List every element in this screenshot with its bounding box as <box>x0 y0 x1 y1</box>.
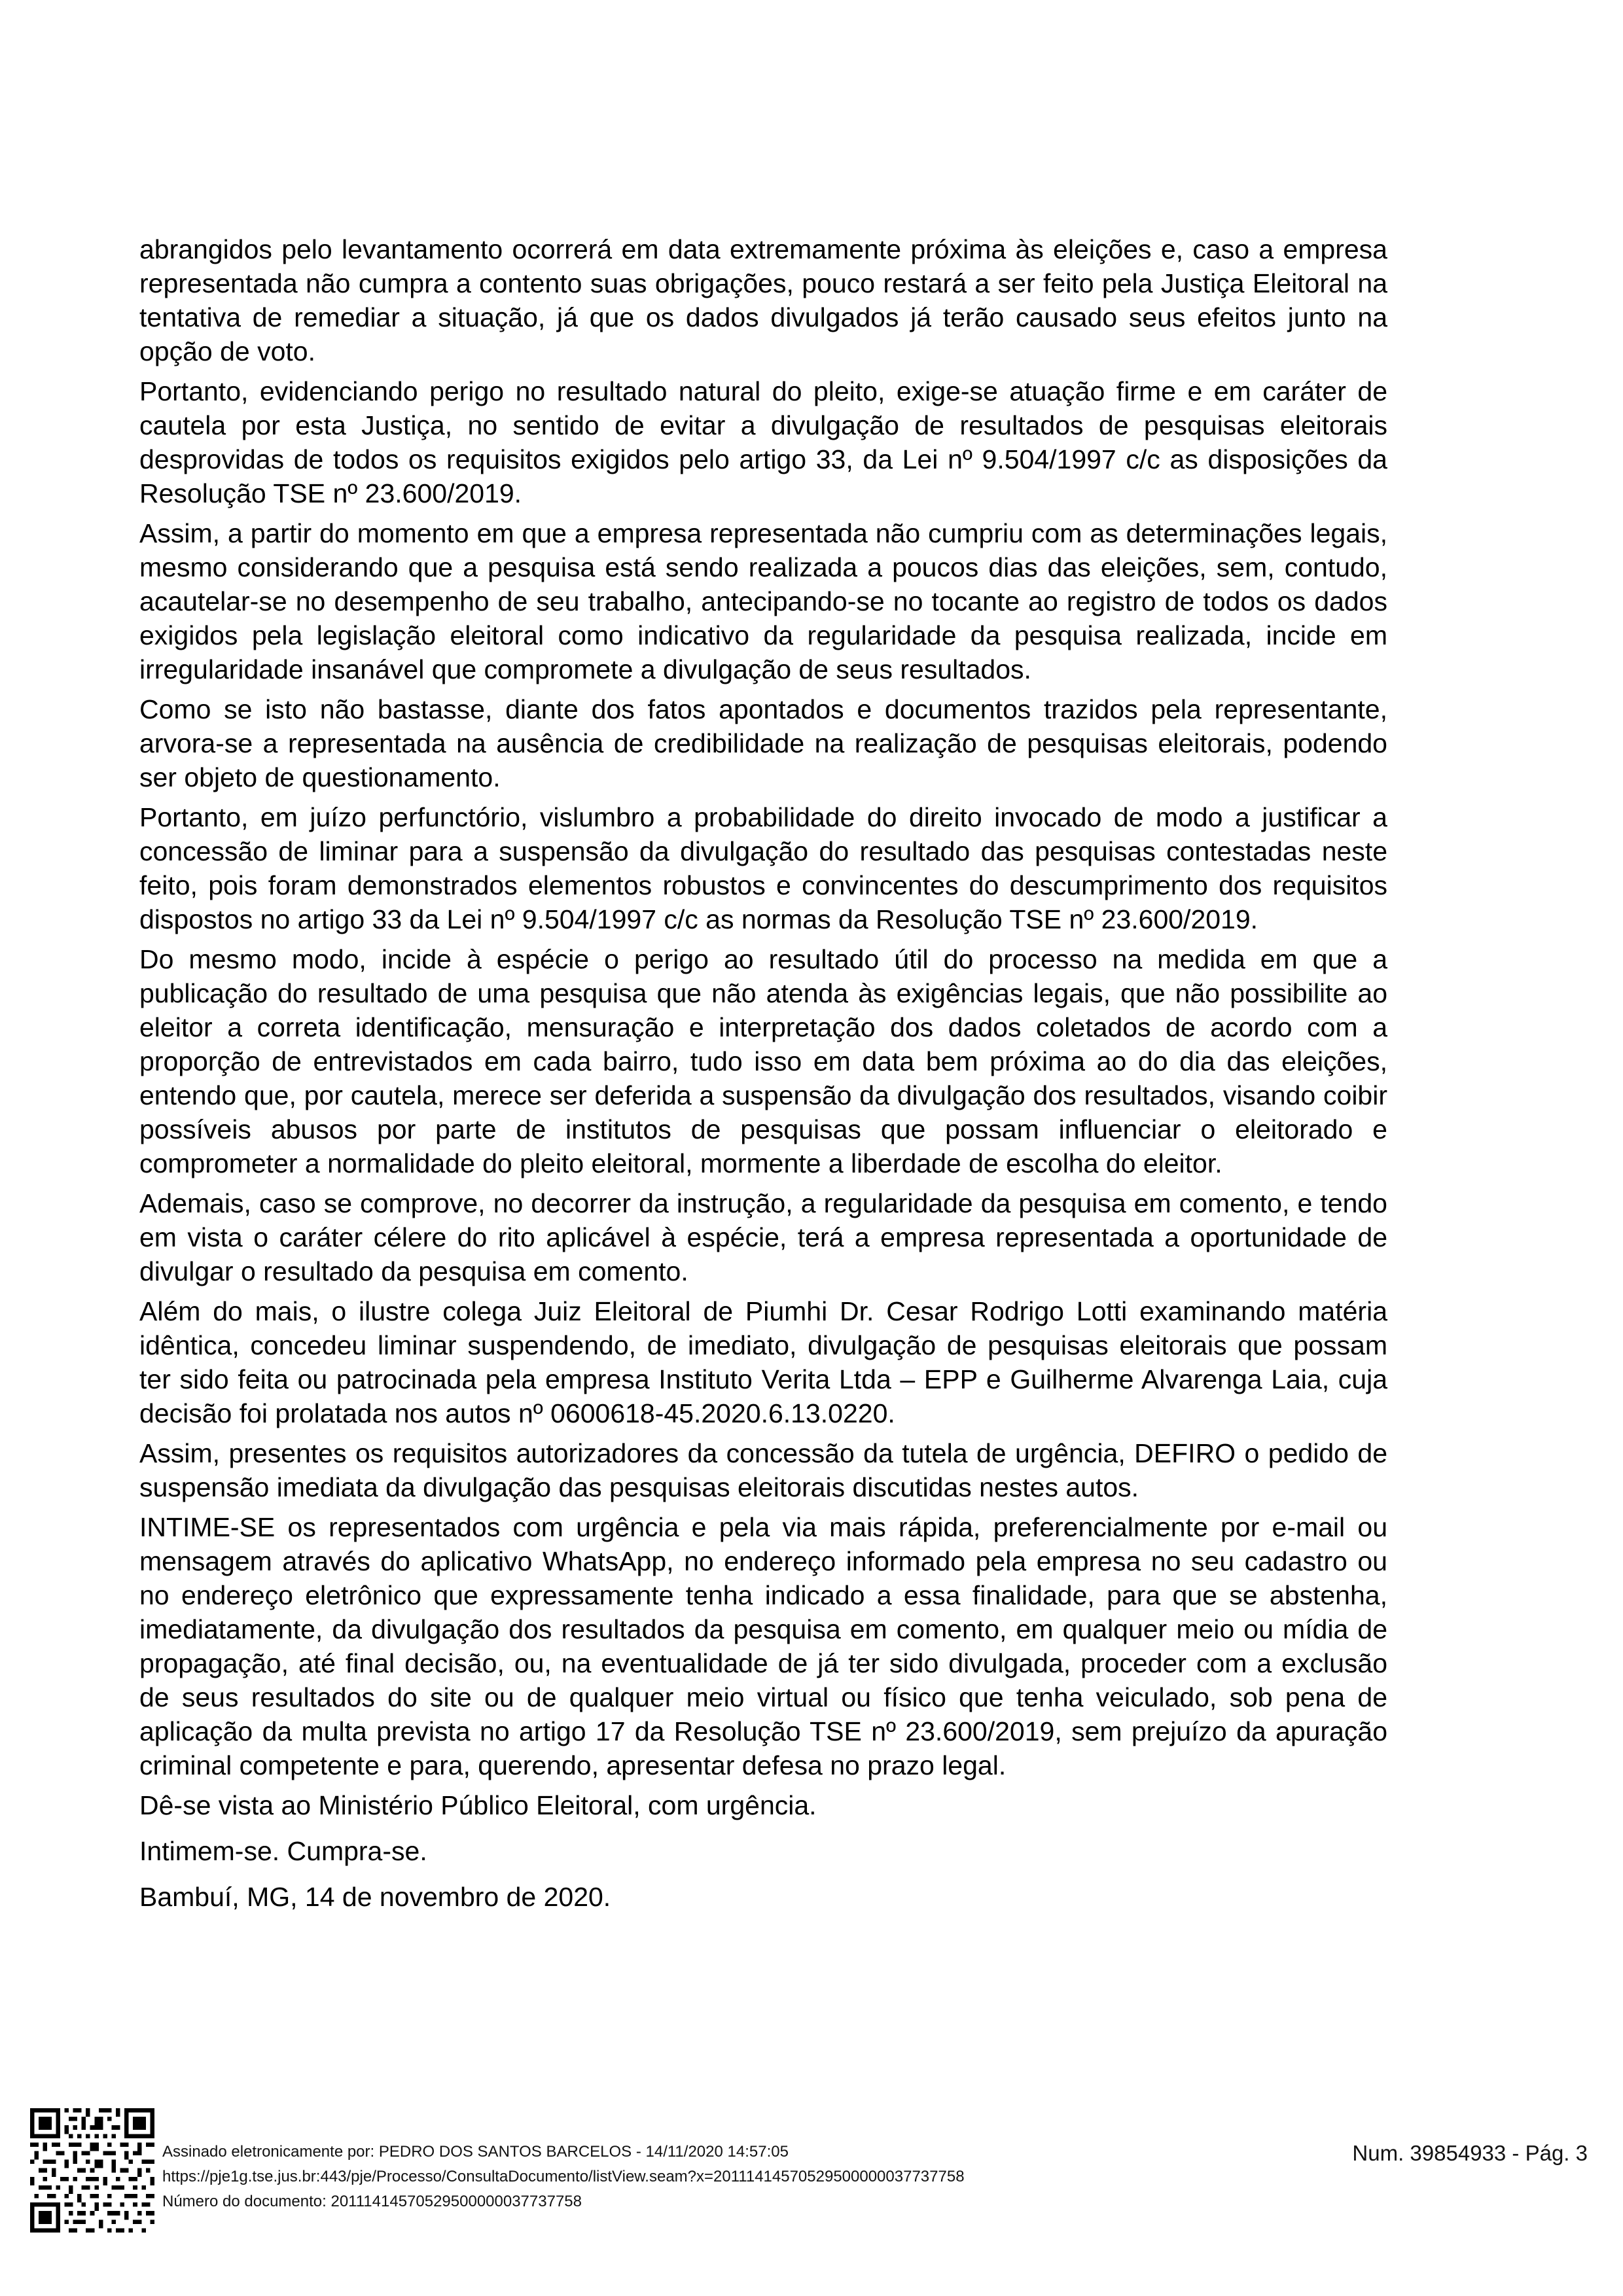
paragraph: Intimem-se. Cumpra-se. <box>139 1836 427 1866</box>
paragraph: Assim, presentes os requisitos autorizadores da concessão da tutela de urgência, DEFIRO o pedido de suspensão imediata da divulgação das pesquisas eleitorais discutidas nestes autos. <box>139 1438 1387 1502</box>
paragraph: Portanto, em juízo perfunctório, vislumbro a probabilidade do direito invocado de modo a justificar a concessão de liminar para a suspensão da divulgação do resultado das pesquisas contestadas neste feito, pois foram demonstrados elementos robustos e convincentes do descumprimento dos requisitos dispostos no artigo 33 da Lei nº 9.504/1997 c/c as normas da Resolução TSE nº 23.600/2019. <box>139 802 1387 934</box>
signed-by-line: Assinado eletronicamente por: PEDRO DOS SANTOS BARCELOS - 14/11/2020 14:57:05 <box>162 2143 789 2161</box>
paragraph: Dê-se vista ao Ministério Público Eleitoral, com urgência. <box>139 1790 817 1820</box>
paragraph: abrangidos pelo levantamento ocorrerá em data extremamente próxima às eleições e, caso a empresa representada não cumpra a contento suas obrigações, pouco restará a ser feito pela Justiça Eleitoral na tentativa de remediar a situação, já que os dados divulgados já terão causado seus efeitos junto na opção de voto. <box>139 234 1387 366</box>
paragraph: Como se isto não bastasse, diante dos fatos apontados e documentos trazidos pela representante, arvora-se a representada na ausência de credibilidade na realização de pesquisas eleitorais, podendo ser objeto de questionamento. <box>139 694 1387 792</box>
decision-text <box>139 232 1387 1926</box>
signature-footer <box>30 2108 1588 2285</box>
signature-date: Bambuí, MG, 14 de novembro de 2020. <box>139 1882 611 1912</box>
paragraph: Assim, a partir do momento em que a empresa representada não cumpriu com as determinações legais, mesmo considerando que a pesquisa está sendo realizada a poucos dias das eleições, sem, contudo, acautelar-se no desempenho de seu trabalho, antecipando-se no tocante ao registro de todos os dados exigidos pela legislação eleitoral como indicativo da regularidade da pesquisa realizada, incide em irregularidade insanável que compromete a divulgação de seus resultados. <box>139 518 1387 684</box>
paragraph: Do mesmo modo, incide à espécie o perigo ao resultado útil do processo na medida em que a publicação do resultado de uma pesquisa que não atenda às exigências legais, que não possibilite ao eleitor a correta identificação, mensuração e interpretação dos dados coletados de acordo com a proporção de entrevistados em cada bairro, tudo isso em data bem próxima ao do dia das eleições, entendo que, por cautela, merece ser deferida a suspensão da divulgação dos resultados, visando coibir possíveis abusos por parte de institutos de pesquisas que possam influenciar o eleitorado e comprometer a normalidade do pleito eleitoral, mormente a liberdade de escolha do eleitor. <box>139 944 1387 1178</box>
page-reference: Num. 39854933 - Pág. 3 <box>1352 2141 1588 2165</box>
paragraph: Portanto, evidenciando perigo no resultado natural do pleito, exige-se atuação firme e em caráter de cautela por esta Justiça, no sentido de evitar a divulgação de resultados de pesquisas eleitorais desprovidas de todos os requisitos exigidos pelo artigo 33, da Lei nº 9.504/1997 c/c as disposições da Resolução TSE nº 23.600/2019. <box>139 376 1387 508</box>
paragraph: Ademais, caso se comprove, no decorrer da instrução, a regularidade da pesquisa em comento, e tendo em vista o caráter célere do rito aplicável à espécie, terá a empresa representada a oportunidade de divulgar o resultado da pesquisa em comento. <box>139 1188 1387 1286</box>
document-number: Número do documento: 20111414570529500000037737758 <box>162 2193 582 2210</box>
paragraph: INTIME-SE os representados com urgência e pela via mais rápida, preferencialmente por e-mail ou mensagem através do aplicativo WhatsApp, no endereço informado pela empresa no seu cadastro ou no endereço eletrônico que expressamente tenha indicado a essa finalidade, para que se abstenha, imediatamente, da divulgação dos resultados da pesquisa em comento, em qualquer meio ou mídia de propagação, até final decisão, ou, na eventualidade de já ter sido divulgada, proceder com a exclusão de seus resultados do site ou de qualquer meio virtual ou físico que tenha veiculado, sob pena de aplicação da multa prevista no artigo 17 da Resolução TSE nº 23.600/2019, sem prejuízo da apuração criminal competente e para, querendo, apresentar defesa no prazo legal. <box>139 1512 1387 1780</box>
document-url[interactable]: https://pje1g.tse.jus.br:443/pje/Processo/ConsultaDocumento/listView.seam?x=20111414570529500000037737758 <box>162 2168 965 2185</box>
electronic-signature-info <box>162 2140 965 2214</box>
paragraph: Além do mais, o ilustre colega Juiz Eleitoral de Piumhi Dr. Cesar Rodrigo Lotti examinando matéria idêntica, concedeu liminar suspendendo, de imediato, divulgação de pesquisas eleitorais que possam ter sido feita ou patrocinada pela empresa Instituto Verita Ltda – EPP e Guilherme Alvarenga Laia, cuja decisão foi prolatada nos autos nº 0600618-45.2020.6.13.0220. <box>139 1296 1387 1428</box>
qr-code-icon <box>30 2108 154 2233</box>
